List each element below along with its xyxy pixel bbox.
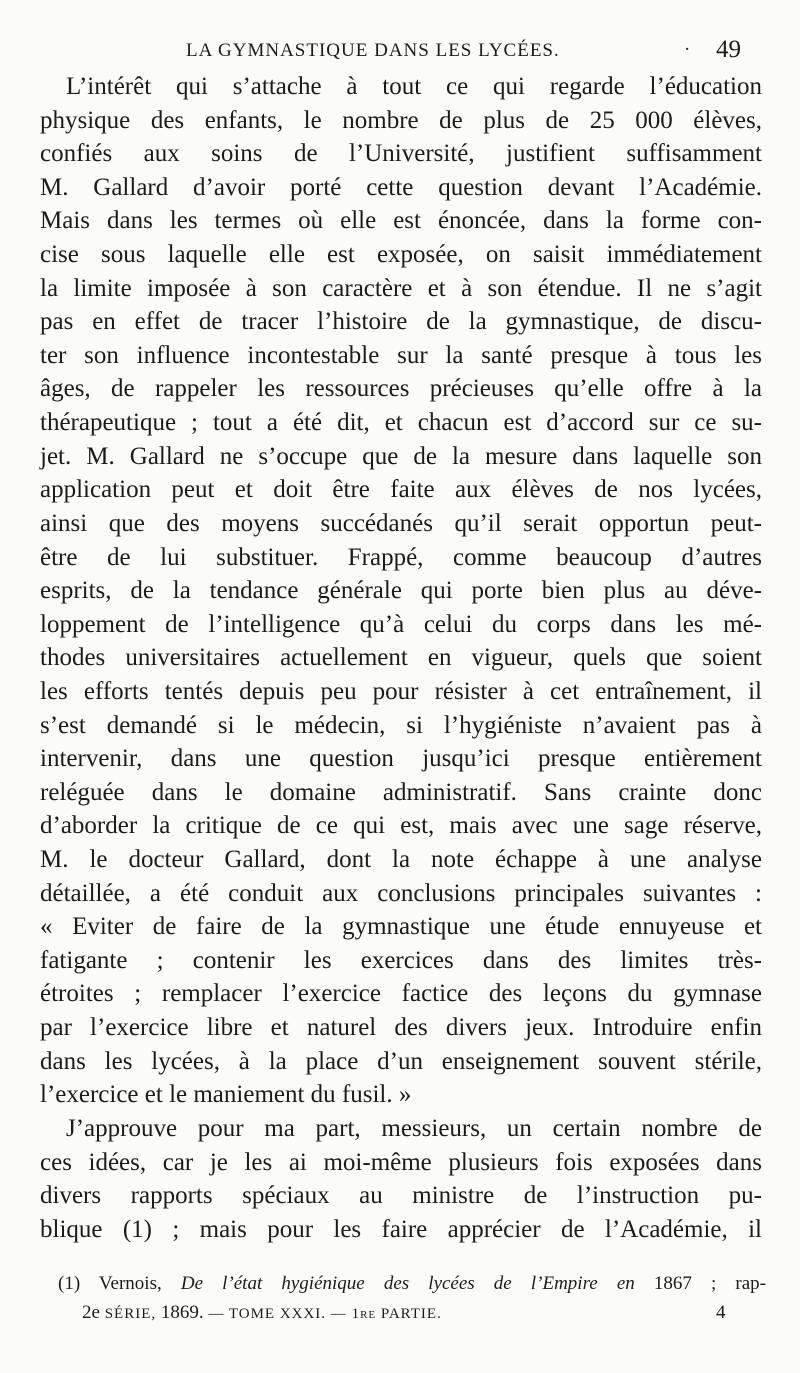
header-separator: · — [684, 39, 691, 60]
text-line: par l’exercice libre et naturel des divers jeux. Introduire enfin — [40, 1014, 762, 1042]
text-line: les efforts tentés depuis peu pour résister à cet entraînement, il — [40, 677, 762, 705]
footnote-title: De l’état hygiénique des lycées de l’Empire en — [180, 1273, 635, 1294]
text-line: M. Gallard d’avoir porté cette question devant l’Académie. — [40, 173, 762, 201]
text-line: application peut et doit être faite aux élèves de nos lycées, — [40, 476, 762, 504]
page-number: 49 — [716, 36, 741, 63]
part: 1re PARTIE. — [351, 1306, 442, 1322]
text-line: étroites ; remplacer l’exercice factice des leçons du gymnase — [40, 980, 762, 1008]
year: 1869. — [160, 1302, 204, 1323]
footnote-rest: 1867 ; rap- — [653, 1273, 767, 1294]
text-line: thodes universitaires actuellement en vigueur, quels que soient — [40, 644, 762, 672]
series-label: SÉRIE, — [104, 1306, 157, 1322]
text-line: J’approuve pour ma part, messieurs, un certain nombre de — [66, 1114, 762, 1142]
text-line: loppement de l’intelligence qu’à celui du corps dans les mé- — [40, 610, 762, 638]
text-line: détaillée, a été conduit aux conclusions principales suivantes : — [40, 879, 762, 907]
text-line: ter son influence incontestable sur la santé presque à tous les — [40, 341, 762, 369]
text-line: ces idées, car je les ai moi-même plusieurs fois exposées dans — [40, 1148, 762, 1176]
text-line: fatigante ; contenir les exercices dans des limites très- — [40, 946, 762, 974]
text-line: âges, de rappeler les ressources précieuses qu’elle offre à la — [40, 375, 762, 403]
text-line: esprits, de la tendance générale qui porte bien plus au déve- — [40, 577, 762, 605]
text-line: M. le docteur Gallard, dont la note échappe à une analyse — [40, 846, 762, 874]
text-line: l’exercice et le maniement du fusil. » — [40, 1081, 412, 1109]
text-line: confiés aux soins de l’Université, justifient suffisamment — [40, 140, 762, 168]
running-header — [0, 36, 800, 70]
running-title: LA GYMNASTIQUE DANS LES LYCÉES. — [186, 40, 560, 61]
text-line: reléguée dans le domaine administratif. Sans crainte donc — [40, 778, 762, 806]
body-text — [40, 70, 762, 1246]
text-line: thérapeutique ; tout a été dit, et chacun est d’accord sur ce su- — [40, 409, 762, 437]
text-line: s’est demandé si le médecin, si l’hygiéniste n’avaient pas à — [40, 711, 762, 739]
footnote-marker: (1) Vernois, — [58, 1273, 162, 1294]
text-line: « Eviter de faire de la gymnastique une étude ennuyeuse et — [40, 913, 762, 941]
text-line: blique (1) ; mais pour les faire apprécier de l’Académie, il — [40, 1215, 762, 1243]
series-number: 2e — [82, 1302, 100, 1323]
text-line: intervenir, dans une question jusqu’ici presque entièrement — [40, 745, 762, 773]
text-line: L’intérêt qui s’attache à tout ce qui regarde l’éducation — [66, 73, 762, 100]
text-line: divers rapports spéciaux au ministre de l’instruction pu- — [40, 1182, 762, 1210]
text-line: cise sous laquelle elle est exposée, on saisit immédiatement — [40, 241, 762, 269]
text-line: jet. M. Gallard ne s’occupe que de la mesure dans laquelle son — [40, 442, 762, 470]
tome: — TOME XXXI. — — [208, 1306, 347, 1322]
text-line: dans les lycées, à la place d’un enseignement souvent stérile, — [40, 1047, 762, 1075]
text-line: d’aborder la critique de ce qui est, mais avec une sage réserve, — [40, 812, 762, 840]
text-line: Mais dans les termes où elle est énoncée, dans la forme con- — [40, 207, 762, 235]
text-line: physique des enfants, le nombre de plus de 25 000 élèves, — [40, 106, 762, 134]
footnote — [58, 1270, 766, 1298]
text-line: pas en effet de tracer l’histoire de la gymnastique, de discu- — [40, 308, 762, 336]
text-line: la limite imposée à son caractère et à son étendue. Il ne s’agit — [40, 274, 762, 302]
signature-line — [82, 1302, 726, 1324]
text-line: être de lui substituer. Frappé, comme beaucoup d’autres — [40, 543, 762, 571]
signature-mark: 4 — [716, 1302, 726, 1323]
text-line: ainsi que des moyens succédanés qu’il serait opportun peut- — [40, 509, 762, 537]
